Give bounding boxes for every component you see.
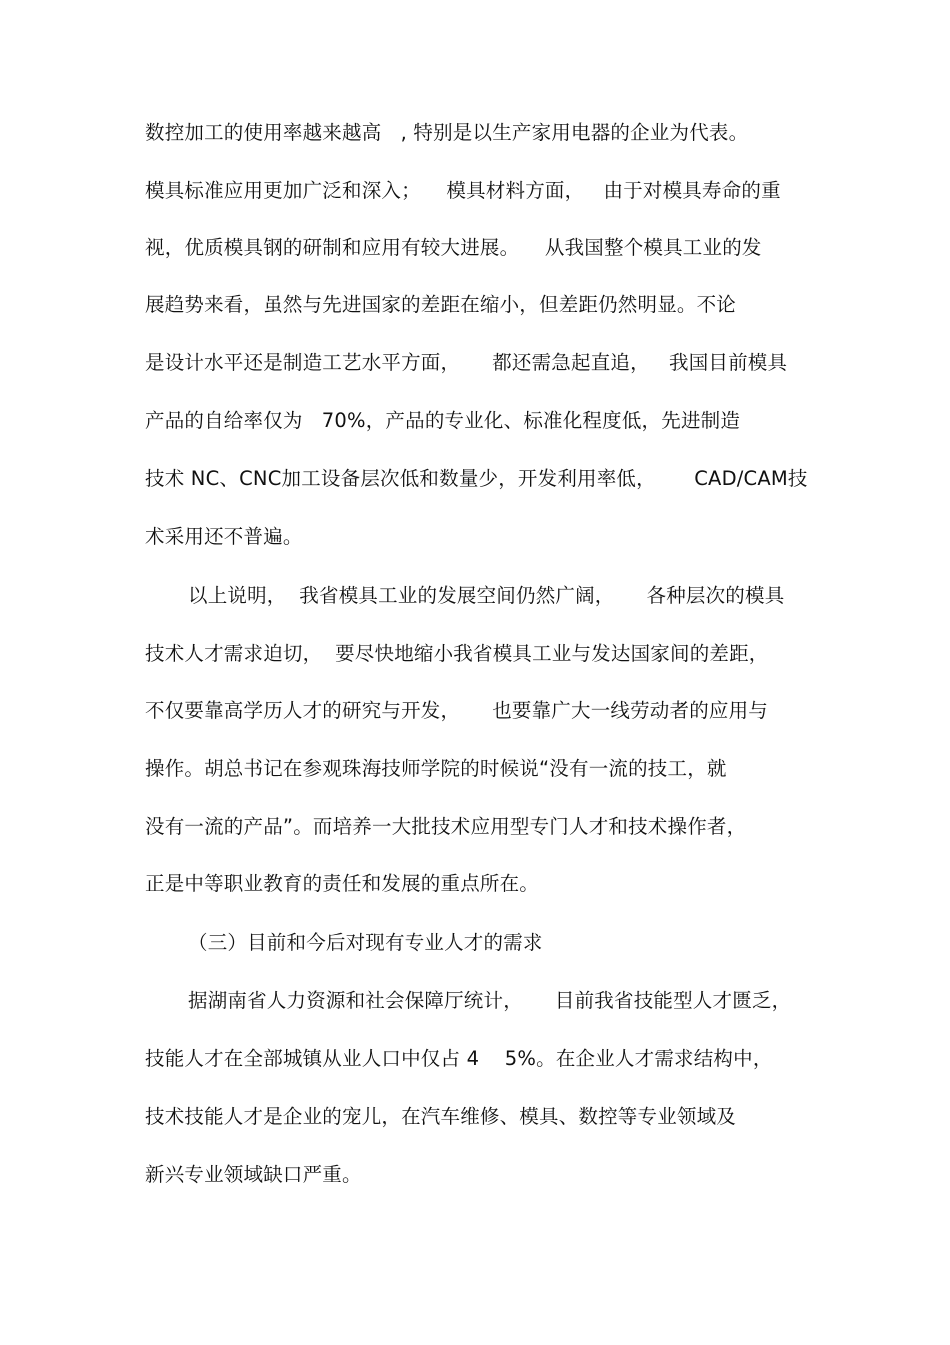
paragraph-line: 操作。胡总书记在参观珠海技师学院的时候说“没有一流的技工，就 bbox=[145, 757, 727, 780]
paragraph-line: 不仅要靠高学历人才的研究与开发， 也要靠广大一线劳动者的应用与 bbox=[145, 699, 768, 722]
paragraph-line: 技能人才在全部城镇从业人口中仅占 4 5%。在企业人才需求结构中， bbox=[145, 1047, 773, 1070]
paragraph-line: 技术 NC、CNC加工设备层次低和数量少，开发利用率低， CAD/CAM技 bbox=[145, 467, 808, 490]
paragraph-line: 新兴专业领域缺口严重。 bbox=[145, 1163, 362, 1186]
section-heading: （三）目前和今后对现有专业人才的需求 bbox=[188, 931, 543, 954]
paragraph-line: 术采用还不普遍。 bbox=[145, 525, 303, 548]
paragraph-line: 没有一流的产品”。而培养一大批技术应用型专门人才和技术操作者， bbox=[145, 815, 747, 838]
paragraph-line: 正是中等职业教育的责任和发展的重点所在。 bbox=[145, 872, 540, 895]
paragraph-line: 是设计水平还是制造工艺水平方面， 都还需急起直追， 我国目前模具 bbox=[145, 351, 788, 374]
paragraph-line: 展趋势来看，虽然与先进国家的差距在缩小，但差距仍然明显。不论 bbox=[145, 293, 737, 316]
paragraph-line: 视，优质模具钢的研制和应用有较大进展。 从我国整个模具工业的发 bbox=[145, 236, 762, 259]
paragraph-line: 以上说明， 我省模具工业的发展空间仍然广阔， 各种层次的模具 bbox=[188, 584, 785, 607]
paragraph-line: 技术技能人才是企业的宠儿，在汽车维修、模具、数控等专业领域及 bbox=[145, 1105, 737, 1128]
paragraph-line: 产品的自给率仅为 70%，产品的专业化、标准化程度低，先进制造 bbox=[145, 409, 741, 432]
paragraph-line: 技术人才需求迫切， 要尽快地缩小我省模具工业与发达国家间的差距， bbox=[145, 642, 769, 665]
paragraph-line: 数控加工的使用率越来越高 , 特别是以生产家用电器的企业为代表。 bbox=[145, 121, 749, 144]
paragraph-line: 模具标准应用更加广泛和深入； 模具材料方面， 由于对模具寿命的重 bbox=[145, 179, 781, 202]
paragraph-line: 据湖南省人力资源和社会保障厅统计， 目前我省技能型人才匮乏， bbox=[188, 989, 792, 1012]
